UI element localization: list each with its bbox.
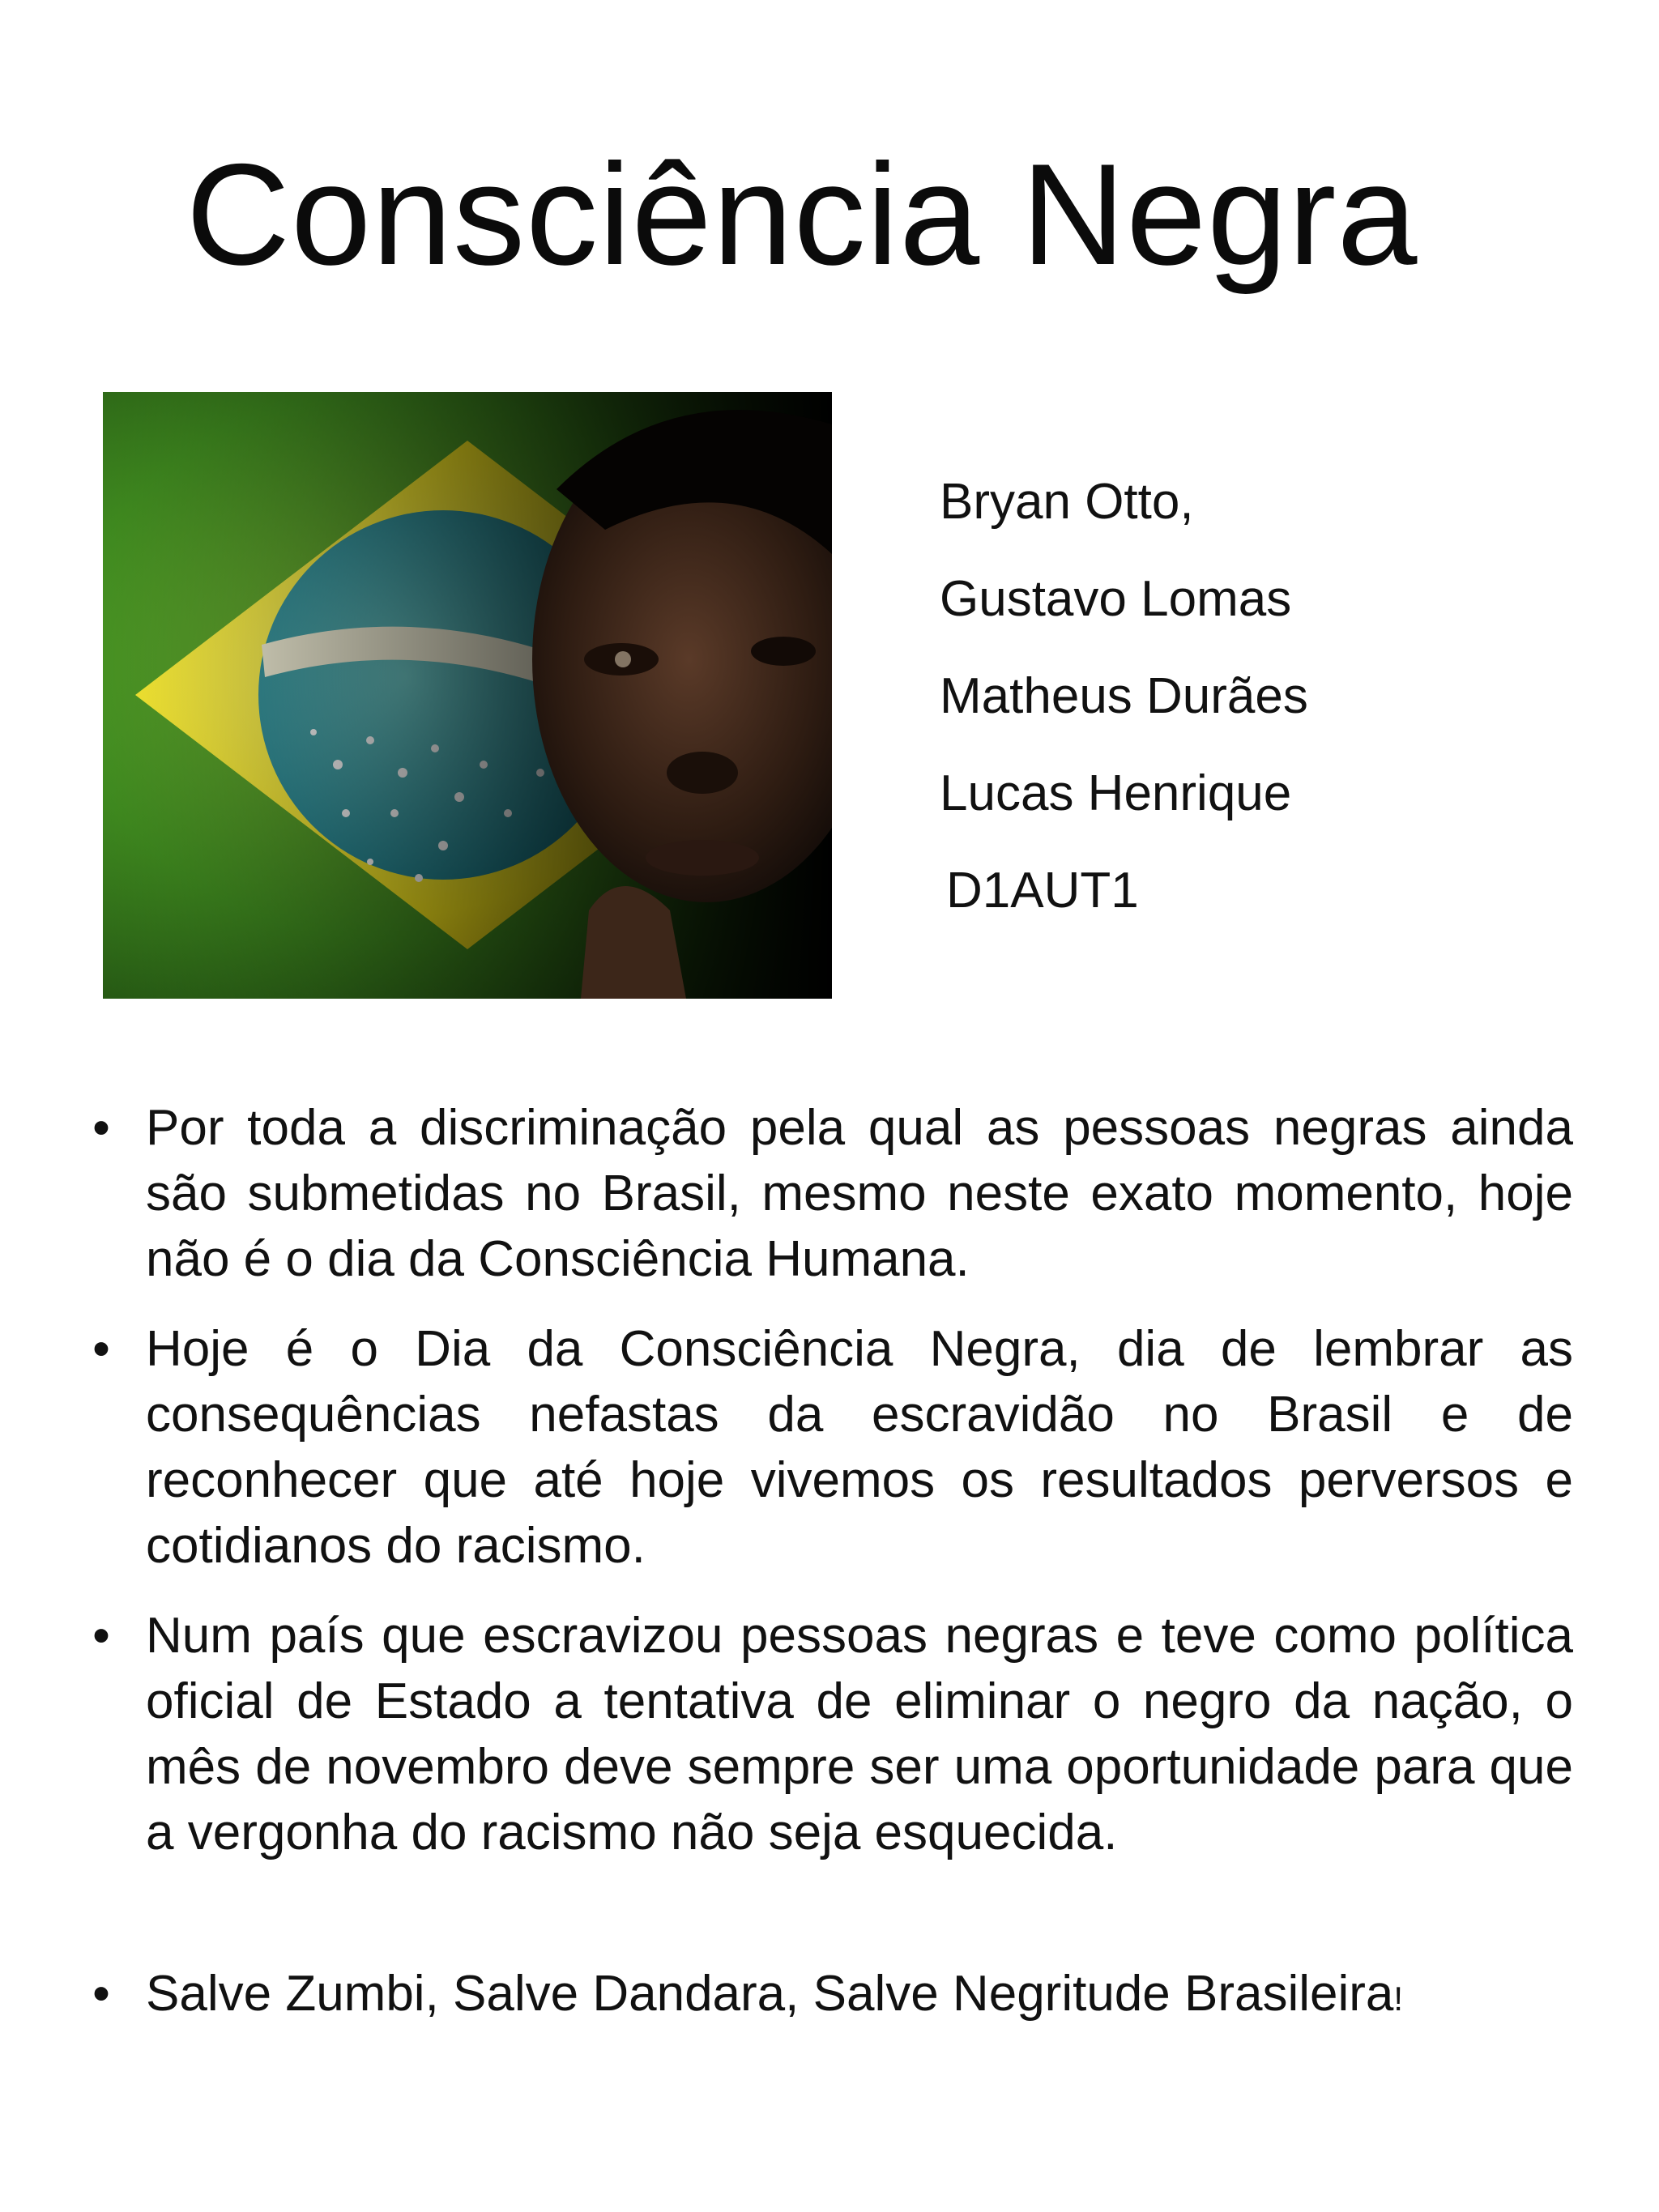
- page-title: Consciência Negra: [186, 134, 1418, 295]
- child-eye-right: [751, 637, 816, 666]
- child-mouth: [646, 840, 759, 876]
- bullet-text: Num país que escravizou pessoas negras e teve como política oficial de Estado a tentativa de eliminar o negro da nação, o mês de novembro deve sempre ser uma oportunidade para que a vergonha do racismo não seja esquecida.: [146, 1608, 1573, 1860]
- author-name: Bryan Otto,: [940, 474, 1194, 530]
- bullet-text: Por toda a discriminação pela qual as pessoas negras ainda são submetidas no Brasil, mesmo neste exato momento, hoje não é o dia da Consciência Humana.: [146, 1100, 1573, 1287]
- author-name: Matheus Durães: [940, 668, 1308, 724]
- closing-bullet: [81, 1961, 1573, 2031]
- bullet-item: [81, 1316, 1573, 1579]
- flag-portrait-image: [103, 392, 832, 999]
- bullet-glyph: •: [92, 1100, 110, 1156]
- bullet-glyph: •: [92, 1321, 110, 1377]
- class-code: D1AUT1: [946, 863, 1139, 918]
- bullet-item: [81, 1603, 1573, 1865]
- flag-portrait-illustration: [103, 392, 832, 999]
- author-name: Gustavo Lomas: [940, 571, 1292, 627]
- bullet-text: Hoje é o Dia da Consciência Negra, dia de lembrar as consequências nefastas da escravidão no Brasil e de reconhecer que até hoje vivemos os resultados perversos e cotidianos do racismo.: [146, 1321, 1573, 1574]
- bullet-item: [81, 1095, 1573, 1292]
- bullet-glyph: •: [92, 1966, 110, 2022]
- bullet-glyph: •: [92, 1608, 110, 1664]
- author-name: Lucas Henrique: [940, 765, 1292, 821]
- child-nose: [667, 752, 738, 794]
- closing-mark: !: [1393, 1980, 1404, 2018]
- closing-text: Salve Zumbi, Salve Dandara, Salve Negritude Brasileira: [146, 1966, 1394, 2022]
- bullet-list: [81, 1095, 1573, 2056]
- author-list: [940, 454, 1507, 940]
